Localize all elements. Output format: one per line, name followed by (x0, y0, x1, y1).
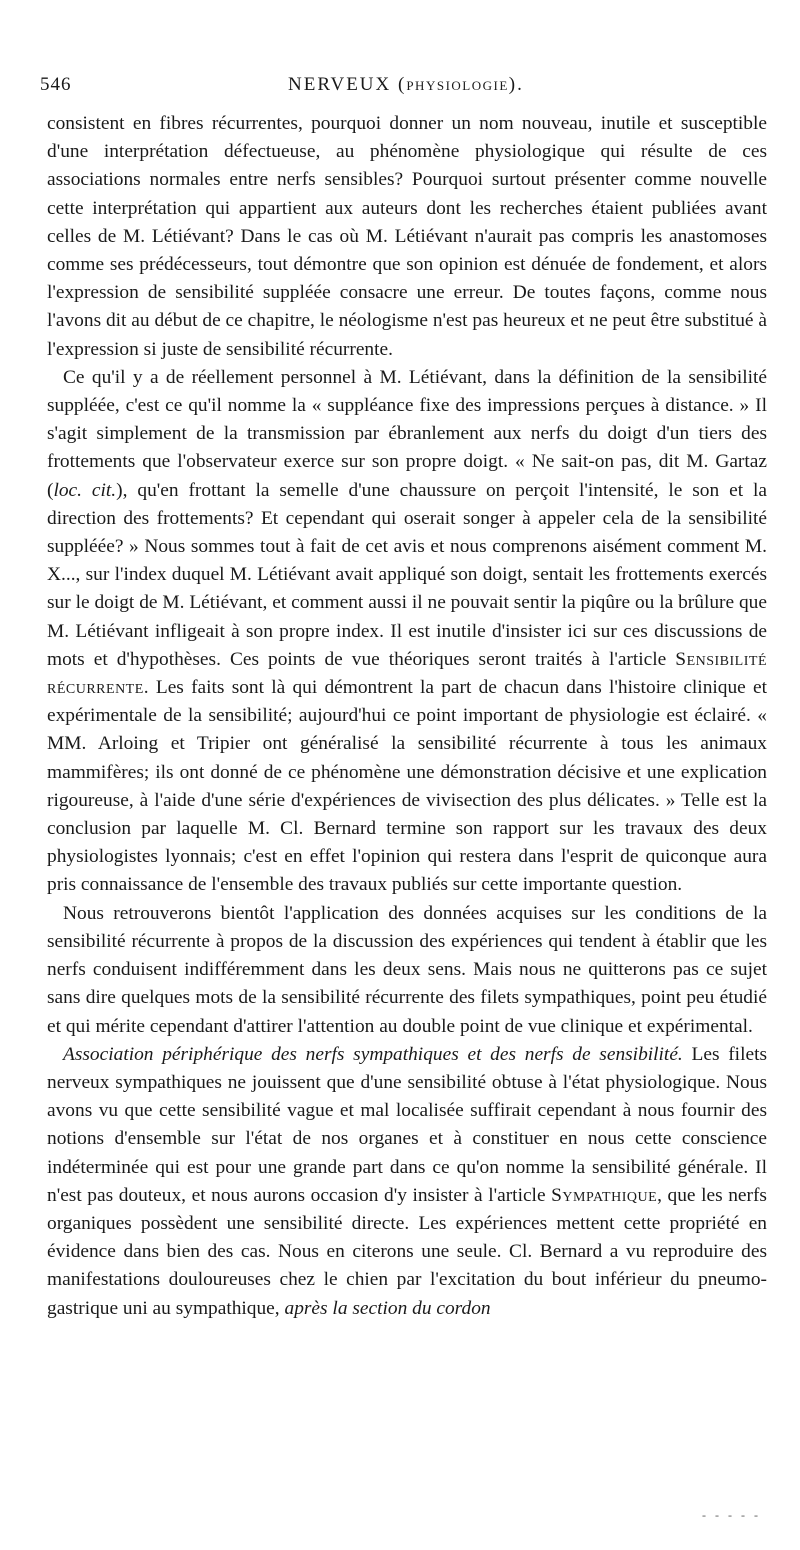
paragraph-4-emphasis: après la section du cordon (284, 1297, 491, 1319)
running-title-open: ( (391, 74, 407, 95)
running-title-close: ). (508, 74, 524, 95)
paragraph-4-text-a: Les filets nerveux sympathiques ne jouissent que d'une sensibilité obtuse à l'état physiologique. Nous avons vu que cette sensibilité vague et mal localisée suffirait cependant à nous fournir des notions d'ensemble sur l'état de nos organes et à constituer en nous cette conscience indéterminée qui est pour une grande part dans ce qu'on nomme la sensibilité générale. Il n'est pas douteux, et nous aurons occasion d'y insister à l'article (47, 1043, 768, 1206)
paragraph-2-text-c: . Les faits sont là qui démontrent la part de chacun dans l'histoire clinique et expérimentale de la sensibilité; aujourd'hui ce point important de physiologie est éclairé. « MM. Arloing et Tripier ont généralisé la sensibilité récurrente à tous les animaux mammifères; ils ont donné de ce phénomène une démonstration décisive et une explication rigoureuse, à l'aide d'une série d'expériences de vivisection des plus délicates. » Telle est la conclusion par laquelle M. Cl. Bernard termine son rapport sur les travaux des deux physiologistes lyonnais; c'est en effet l'opinion qui restera dans l'esprit de quiconque aura pris connaissance de l'ensemble des travaux publiés sur cette importante question. (47, 677, 767, 896)
paragraph-2 (47, 364, 767, 900)
running-title-sub: PHYSIOLOGIE (406, 78, 509, 93)
paragraph-4 (47, 1041, 767, 1323)
page-body (47, 110, 767, 1323)
paragraph-3 (47, 900, 767, 1041)
footer-mark: - - - - - (702, 1508, 761, 1522)
section-heading-association-peripherique: Association périphérique des nerfs sympathiques et des nerfs de sensibilité. (63, 1043, 683, 1065)
paragraph-4-text-b: , que les nerfs organiques possèdent une sensibilité directe. Les expériences mettent cette propriété en évidence dans bien des cas. Nous en citerons une seule. Cl. Bernard a vu reproduire des manifestations douloureuses chez le chien par l'excitation du bout inférieur du pneumo-gastrique uni au sympathique, (47, 1184, 767, 1319)
running-header (40, 74, 760, 104)
page-number: 546 (40, 74, 72, 95)
running-title (288, 74, 524, 96)
running-title-main: NERVEUX (288, 74, 392, 95)
paragraph-3-text: Nous retrouverons bientôt l'application des données acquises sur les conditions de la sensibilité récurrente à propos de la discussion des expériences qui tendent à établir que les nerfs conduisent indifféremment dans les deux sens. Mais nous ne quitterons pas ce sujet sans dire quelques mots de la sensibilité récurrente des filets sympathiques, point peu étudié et qui mérite cependant d'attirer l'attention au double point de vue clinique et expérimental. (47, 902, 767, 1037)
paragraph-1-text: consistent en fibres récurrentes, pourquoi donner un nom nouveau, inutile et susceptible d'une interprétation défectueuse, au phénomène physiologique qui résulte de ces associations normales entre nerfs sensibles? Pourquoi surtout présenter comme nouvelle cette interprétation qui appartient aux auteurs dont les recherches étaient publiées avant celles de M. Létiévant? Dans le cas où M. Létiévant n'aurait pas compris les anastomoses comme ses prédécesseurs, tout démontre que son opinion est dénuée de fondement, et alors l'expression de sensibilité suppléée consacre une erreur. De toutes façons, comme nous l'avons dit au début de ce chapitre, le néologisme n'est pas heureux et ne peut être substitué à l'expression si juste de sensibilité récurrente. (47, 113, 767, 360)
paragraph-1 (47, 110, 767, 364)
paragraph-2-text-b: ), qu'en frottant la semelle d'une chaussure on perçoit l'intensité, le son et la direction des frottements? Et cependant qui oserait songer à appeler cela de la sensibilité suppléée? » Nous sommes tout à fait de cet avis et nous comprenons aisément comment M. X..., sur l'index duquel M. Létiévant avait appliqué son doigt, sentait les frottements exercés sur le doigt de M. Létiévant, et comment aussi il ne pouvait sentir la piqûre ou la brûlure que M. Létiévant infligeait à son propre index. Il est inutile d'insister ici sur ces discussions de mots et d'hypothèses. Ces points de vue théoriques seront traités à l'article (47, 479, 767, 670)
article-reference-sympathique: Sympathique (551, 1184, 658, 1206)
article-reference-sensibilite-recurrente: Sensibilité récurrente (47, 648, 767, 699)
paragraph-2-text-a: Ce qu'il y a de réellement personnel à M. Létiévant, dans la définition de la sensibilité suppléée, c'est ce qu'il nomme la « suppléance fixe des impressions perçues à distance. » Il s'agit simplement de la transmission par ébranlement aux nerfs du doigt d'un tiers des frottements que l'observateur exerce sur son propre doigt. « Ne sait-on pas, dit M. Gartaz ( (47, 366, 767, 501)
citation-loc-cit: loc. cit. (53, 479, 117, 501)
